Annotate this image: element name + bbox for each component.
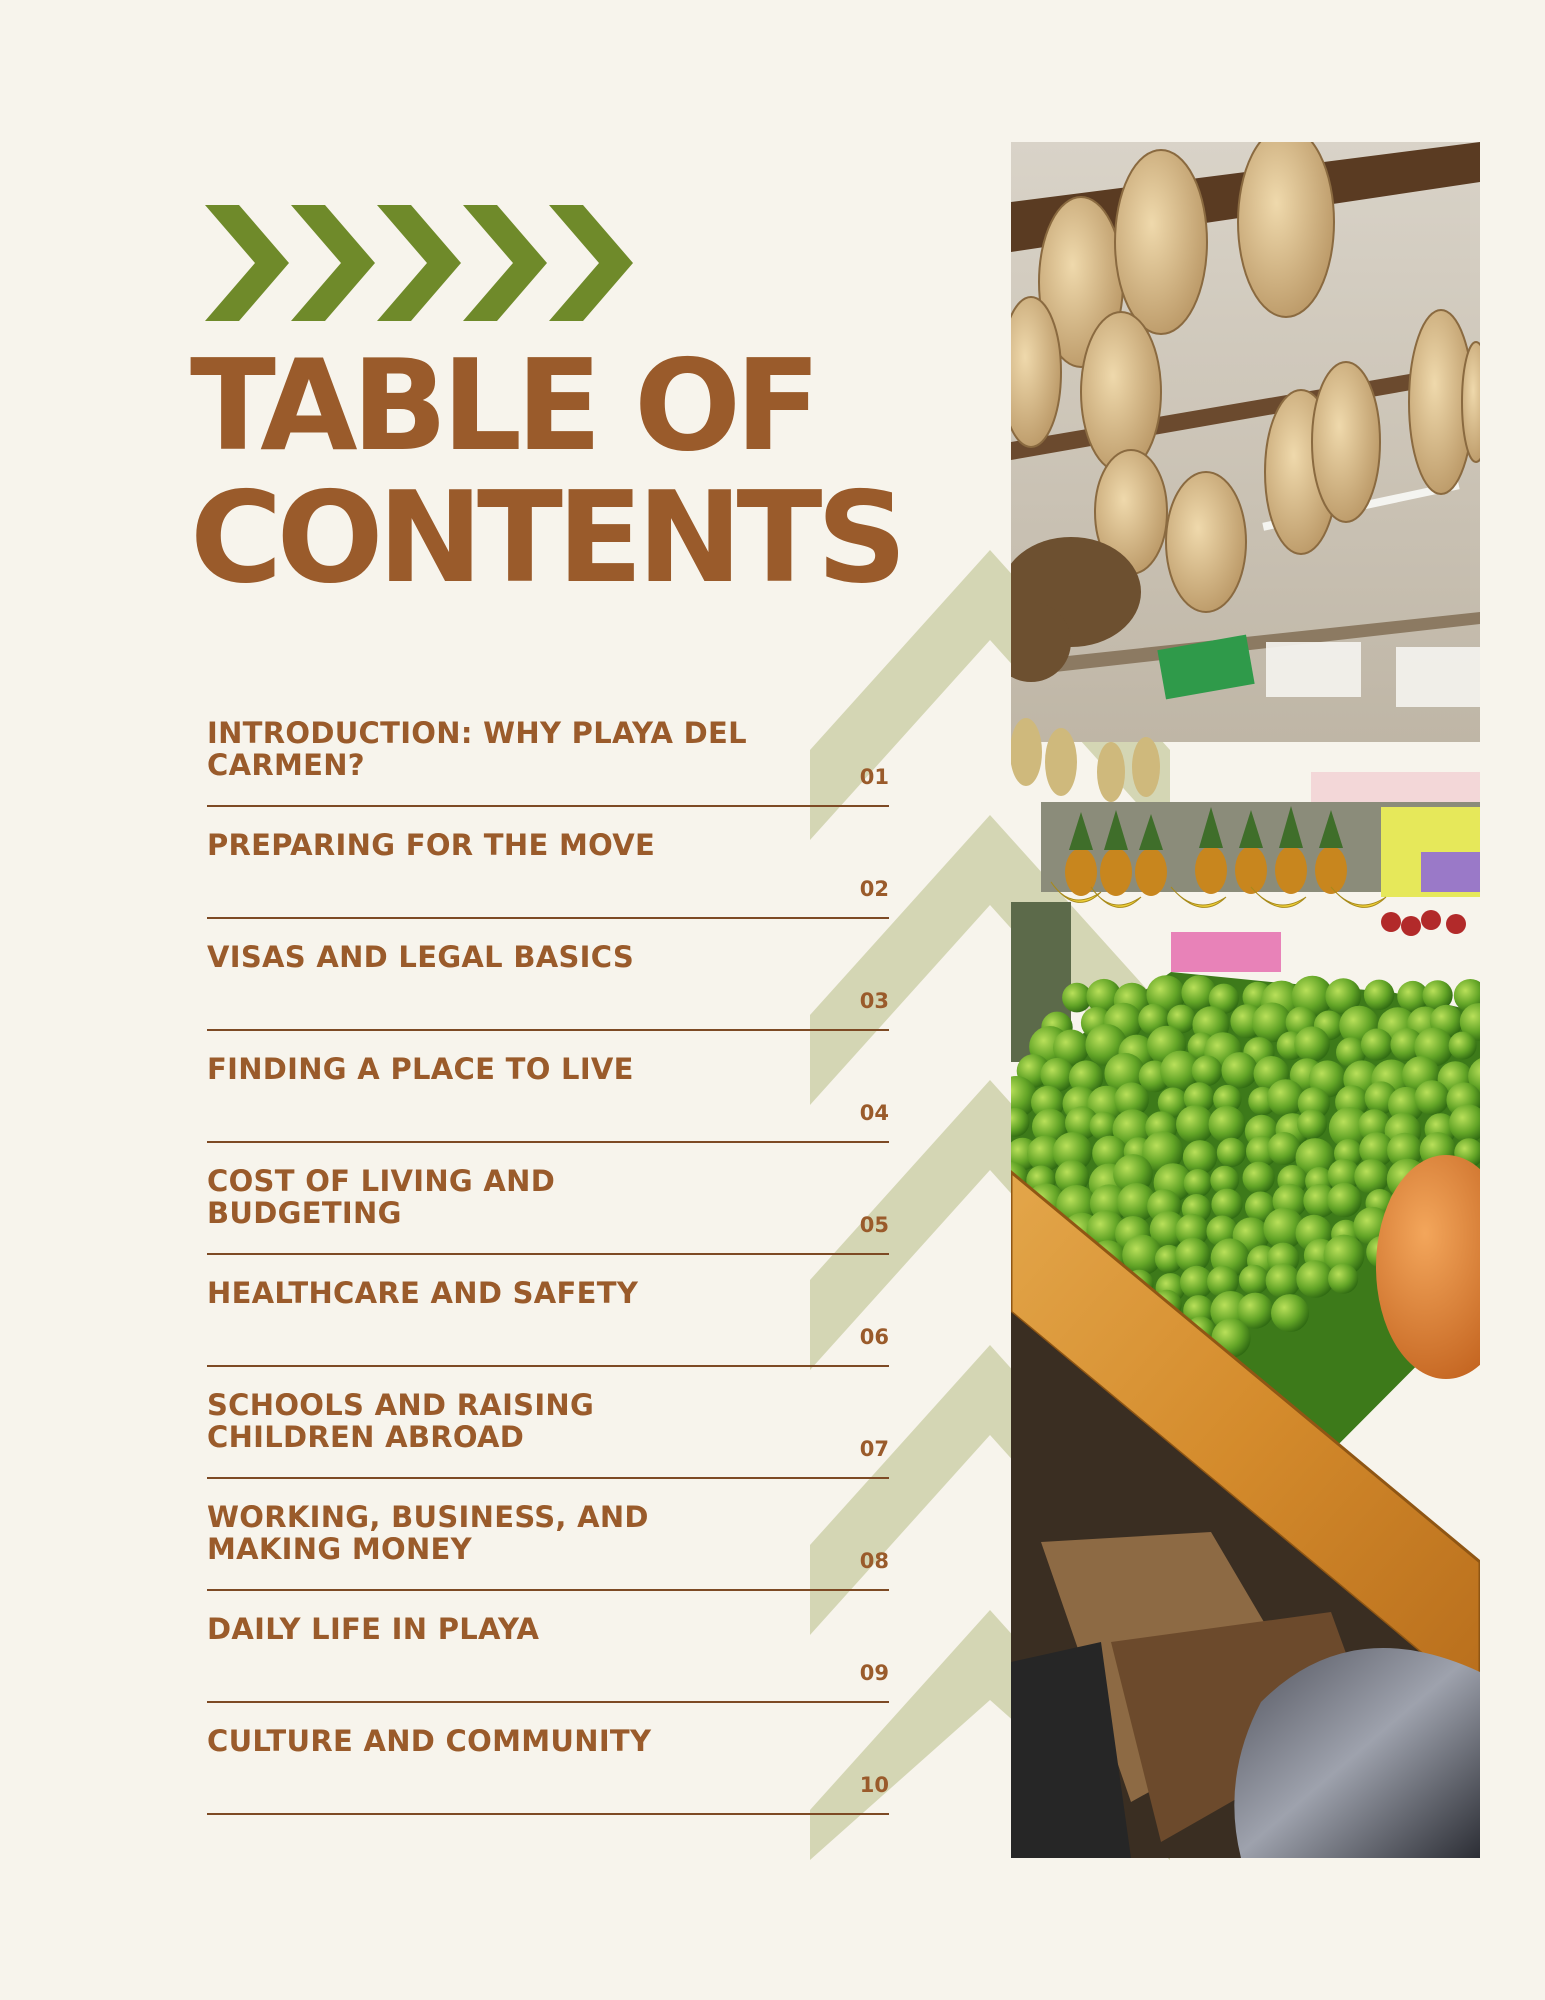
chevron-right-icon bbox=[549, 205, 633, 321]
toc-item-label: VISAS AND LEGAL BASICS bbox=[207, 940, 635, 974]
toc-item-page-number: 01 bbox=[859, 765, 889, 789]
chevron-right-row-icon bbox=[205, 205, 635, 321]
chevron-right-icon bbox=[377, 205, 461, 321]
toc-item-page-number: 03 bbox=[859, 989, 889, 1013]
lime bbox=[1211, 1189, 1242, 1220]
toc-item-page-number: 04 bbox=[859, 1101, 889, 1125]
lime bbox=[1209, 1106, 1246, 1143]
toc-item-page-number: 05 bbox=[859, 1213, 889, 1237]
toc-item-page-number: 08 bbox=[859, 1549, 889, 1573]
chevron-right-icon bbox=[463, 205, 547, 321]
lime bbox=[1354, 1159, 1389, 1194]
lime bbox=[1294, 1026, 1330, 1062]
toc-item-label: HEALTHCARE AND SAFETY bbox=[207, 1276, 639, 1310]
toc-item-page-number: 10 bbox=[859, 1773, 889, 1797]
toc-item-preparing[interactable] bbox=[207, 807, 889, 919]
toc-item-page-number: 09 bbox=[859, 1661, 889, 1685]
lime bbox=[1239, 1265, 1269, 1295]
toc-item-culture[interactable] bbox=[207, 1703, 889, 1815]
title-line-2: CONTENTS bbox=[190, 464, 902, 611]
lime bbox=[1176, 1105, 1214, 1143]
toc-item-label: PREPARING FOR THE MOVE bbox=[207, 828, 656, 862]
toc-item-daily-life[interactable] bbox=[207, 1591, 889, 1703]
toc-item-label: DAILY LIFE IN PLAYA bbox=[207, 1612, 540, 1646]
toc-item-housing[interactable] bbox=[207, 1031, 889, 1143]
lime bbox=[1217, 1138, 1246, 1167]
toc-item-label: SCHOOLS AND RAISING CHILDREN ABROAD bbox=[207, 1388, 595, 1454]
toc-item-introduction[interactable] bbox=[207, 695, 889, 807]
toc-item-page-number: 06 bbox=[859, 1325, 889, 1349]
toc-item-cost-of-living[interactable] bbox=[207, 1143, 889, 1255]
toc-item-label: WORKING, BUSINESS, AND MAKING MONEY bbox=[207, 1500, 649, 1566]
toc-item-label: CULTURE AND COMMUNITY bbox=[207, 1724, 652, 1758]
toc-item-label: FINDING A PLACE TO LIVE bbox=[207, 1052, 634, 1086]
toc-item-page-number: 02 bbox=[859, 877, 889, 901]
lime bbox=[1183, 1140, 1217, 1174]
lime bbox=[1266, 1263, 1301, 1298]
toc-item-page-number: 07 bbox=[859, 1437, 889, 1461]
lime bbox=[1361, 1029, 1393, 1061]
toc-item-visas[interactable] bbox=[207, 919, 889, 1031]
toc-item-working[interactable] bbox=[207, 1479, 889, 1591]
chevron-right-icon bbox=[205, 205, 289, 321]
lime bbox=[1221, 1052, 1257, 1088]
lime bbox=[1327, 1183, 1361, 1217]
lime bbox=[1243, 1162, 1275, 1194]
market-produce-photo bbox=[1011, 142, 1480, 1858]
lime bbox=[1297, 1109, 1327, 1139]
lime bbox=[1267, 1132, 1300, 1165]
lime bbox=[1328, 1264, 1358, 1294]
lime bbox=[1184, 1169, 1212, 1197]
chevron-right-icon bbox=[291, 205, 375, 321]
toc-item-label: INTRODUCTION: WHY PLAYA DEL CARMEN? bbox=[207, 716, 747, 782]
lime bbox=[1364, 980, 1394, 1010]
lime bbox=[1271, 1294, 1309, 1332]
title-line-1: TABLE OF bbox=[190, 332, 816, 479]
toc-item-label: COST OF LIVING AND BUDGETING bbox=[207, 1164, 556, 1230]
lime bbox=[1449, 1032, 1477, 1060]
lime bbox=[1415, 1080, 1450, 1115]
lime bbox=[1192, 1055, 1223, 1086]
toc-item-healthcare[interactable] bbox=[207, 1255, 889, 1367]
table-of-contents bbox=[207, 695, 889, 1815]
page-title bbox=[190, 332, 902, 611]
toc-item-schools[interactable] bbox=[207, 1367, 889, 1479]
